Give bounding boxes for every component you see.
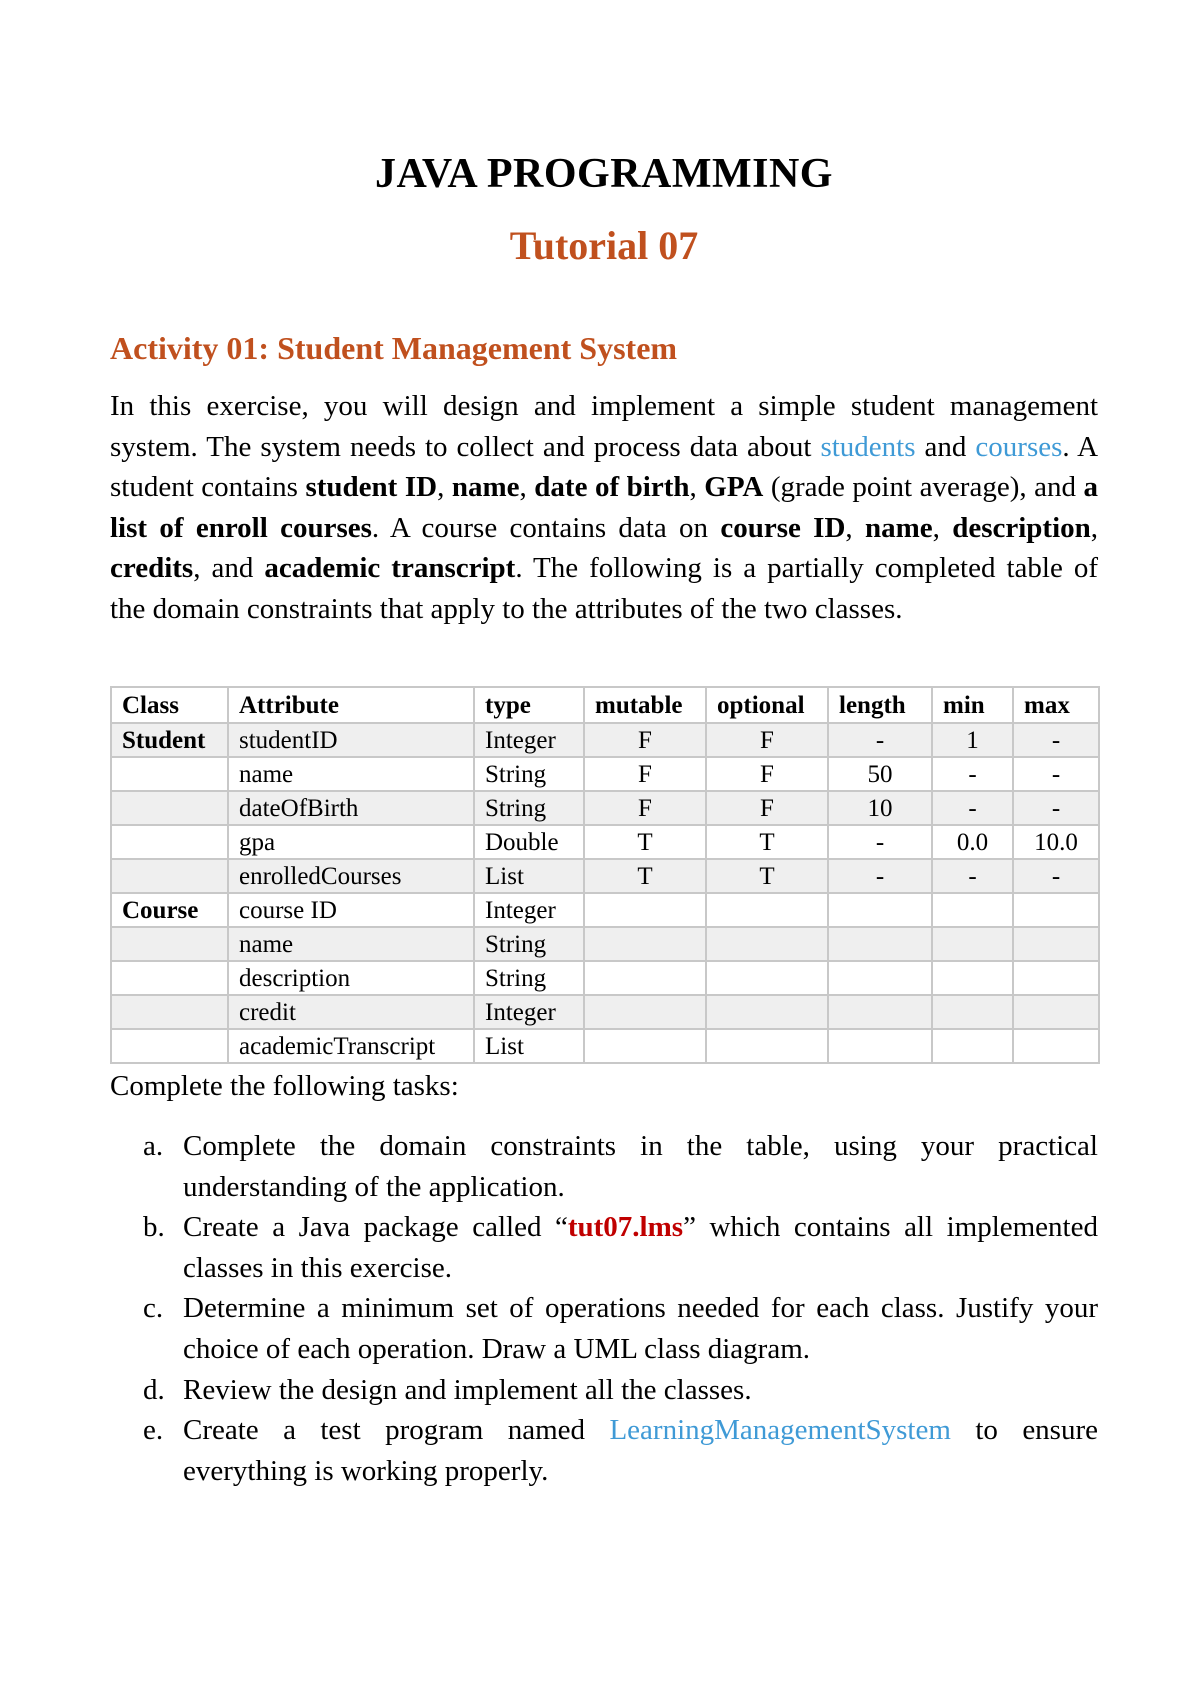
table-cell: description (228, 961, 474, 995)
table-cell: 0.0 (932, 825, 1013, 859)
task-item (110, 1207, 1098, 1288)
class-name-cell: Course (111, 893, 228, 927)
class-name-cell (111, 859, 228, 893)
bold-term: description (952, 511, 1091, 544)
table-row (111, 791, 1099, 825)
table-cell (706, 893, 828, 927)
table-cell (584, 1029, 706, 1063)
task-item (110, 1126, 1098, 1207)
table-cell (932, 1029, 1013, 1063)
tasks-intro: Complete the following tasks: (110, 1070, 459, 1102)
table-cell (584, 893, 706, 927)
table-cell (584, 995, 706, 1029)
column-header: min (932, 687, 1013, 723)
task-list (110, 1126, 1098, 1491)
bold-term: course ID (720, 511, 846, 544)
table-cell: Integer (474, 723, 584, 757)
text-run: , (1090, 511, 1099, 544)
table-cell (706, 1029, 828, 1063)
text-run: , (689, 471, 705, 504)
table-cell: 10.0 (1013, 825, 1099, 859)
table-cell: - (932, 791, 1013, 825)
table-cell: gpa (228, 825, 474, 859)
column-header: mutable (584, 687, 706, 723)
table-cell: academicTranscript (228, 1029, 474, 1063)
table-cell (828, 893, 932, 927)
table-cell: T (706, 859, 828, 893)
table-cell: - (1013, 859, 1099, 893)
table-cell (932, 893, 1013, 927)
activity-heading: Activity 01: Student Management System (110, 330, 678, 366)
table-cell: - (828, 723, 932, 757)
class-name-cell (111, 995, 228, 1029)
text-run: to ensure everything is working properly. (183, 1414, 1098, 1487)
table-cell (706, 995, 828, 1029)
text-run: , (845, 511, 865, 544)
table-cell: F (584, 723, 706, 757)
table-cell: course ID (228, 893, 474, 927)
table-cell: T (584, 825, 706, 859)
table-cell: List (474, 859, 584, 893)
table-cell (706, 961, 828, 995)
column-header: Class (111, 687, 228, 723)
text-run: (grade point average), and (763, 471, 1084, 504)
domain-constraints-table (110, 686, 1100, 1064)
table-cell (584, 961, 706, 995)
text-run: , (519, 471, 535, 504)
table-cell (1013, 1029, 1099, 1063)
table-cell: F (706, 791, 828, 825)
text-run: Review the design and implement all the classes. (183, 1373, 752, 1406)
table-cell: String (474, 791, 584, 825)
table-cell: credit (228, 995, 474, 1029)
table-cell: List (474, 1029, 584, 1063)
table-cell: String (474, 757, 584, 791)
text-run: ” which contains all implemented classes in this exercise. (183, 1211, 1098, 1284)
table-cell: 1 (932, 723, 1013, 757)
text-run: Create a Java package called “ (183, 1211, 568, 1244)
table-cell: - (1013, 757, 1099, 791)
class-name-cell (111, 791, 228, 825)
bold-term: a list of enroll courses (110, 471, 1099, 544)
highlighted-term: students (820, 430, 916, 463)
class-name-cell (111, 757, 228, 791)
text-run: Create a test program named (183, 1414, 610, 1447)
table-cell (828, 1029, 932, 1063)
table-cell: - (828, 825, 932, 859)
table-header-row (111, 687, 1099, 723)
class-name-cell (111, 825, 228, 859)
table-cell: dateOfBirth (228, 791, 474, 825)
text-run: In this exercise, you will design and implement a simple student management system. The system needs to collect and process data about (110, 390, 1098, 463)
table-cell: F (584, 757, 706, 791)
table-cell: name (228, 927, 474, 961)
table-row (111, 893, 1099, 927)
bold-term: student ID (305, 471, 438, 504)
text-run: . The following is a partially completed table of the domain constraints that apply to the attributes of the two classes. (110, 552, 1098, 625)
class-name-cell (111, 961, 228, 995)
table-cell (932, 995, 1013, 1029)
table-cell: - (828, 859, 932, 893)
bold-term: name (864, 511, 933, 544)
table-cell: studentID (228, 723, 474, 757)
task-marker: a. (143, 1130, 164, 1162)
table-cell: T (706, 825, 828, 859)
table-cell: - (1013, 791, 1099, 825)
task-marker: b. (143, 1211, 165, 1244)
task-marker: e. (143, 1414, 164, 1447)
table-row (111, 859, 1099, 893)
text-run: . A course contains data on (371, 511, 721, 544)
table-cell (828, 995, 932, 1029)
table-row (111, 927, 1099, 961)
table-cell: F (706, 723, 828, 757)
document-subtitle: Tutorial 07 (509, 223, 699, 268)
table-cell (932, 927, 1013, 961)
table-row (111, 961, 1099, 995)
table-cell: String (474, 961, 584, 995)
table-cell (932, 961, 1013, 995)
table-cell (828, 961, 932, 995)
table-cell: Integer (474, 995, 584, 1029)
column-header: type (474, 687, 584, 723)
bold-term: date of birth (534, 471, 690, 504)
table-cell: Integer (474, 893, 584, 927)
task-item (110, 1288, 1098, 1369)
table-cell: F (706, 757, 828, 791)
table-cell: - (932, 859, 1013, 893)
task-item (110, 1370, 1098, 1411)
text-run: . A student contains (110, 430, 1099, 504)
text-run: and (915, 430, 976, 463)
task-marker: d. (143, 1373, 165, 1406)
column-header: optional (706, 687, 828, 723)
task-marker: c. (143, 1292, 164, 1325)
table-row (111, 757, 1099, 791)
task-item (110, 1410, 1098, 1491)
table-row (111, 723, 1099, 757)
table-cell: String (474, 927, 584, 961)
activity-intro-paragraph (110, 386, 1098, 630)
table-cell: name (228, 757, 474, 791)
column-header: max (1013, 687, 1099, 723)
table-cell: 50 (828, 757, 932, 791)
table-row (111, 995, 1099, 1029)
table-cell: enrolledCourses (228, 859, 474, 893)
table-cell (828, 927, 932, 961)
table-cell: T (584, 859, 706, 893)
table-cell: - (1013, 723, 1099, 757)
bold-term: academic transcript (264, 552, 516, 585)
table-cell (1013, 927, 1099, 961)
text-run: , (932, 511, 953, 544)
table-cell (1013, 893, 1099, 927)
class-name-cell (111, 927, 228, 961)
table-cell (584, 927, 706, 961)
highlighted-term: LearningManagementSystem (609, 1414, 951, 1447)
table-cell: - (932, 757, 1013, 791)
class-name-cell (111, 1029, 228, 1063)
text-run: , and (193, 552, 265, 585)
column-header: length (828, 687, 932, 723)
table-cell (706, 927, 828, 961)
bold-term: name (451, 471, 520, 504)
table-row (111, 1029, 1099, 1063)
highlighted-term: courses (975, 430, 1063, 463)
package-name: tut07.lms (567, 1211, 684, 1244)
document-title: JAVA PROGRAMMING (375, 151, 833, 197)
table-cell: Double (474, 825, 584, 859)
class-name-cell: Student (111, 723, 228, 757)
bold-term: credits (110, 552, 194, 585)
table-row (111, 825, 1099, 859)
bold-term: GPA (704, 471, 764, 504)
table-cell: F (584, 791, 706, 825)
table-cell (1013, 995, 1099, 1029)
table-cell: 10 (828, 791, 932, 825)
text-run: Determine a minimum set of operations needed for each class. Justify your choice of each operation. Draw a UML class diagram. (183, 1292, 1098, 1365)
text-run: Complete the domain constraints in the table, using your practical understanding of the application. (183, 1130, 1098, 1203)
column-header: Attribute (228, 687, 474, 723)
table-cell (1013, 961, 1099, 995)
text-run: , (437, 471, 452, 504)
